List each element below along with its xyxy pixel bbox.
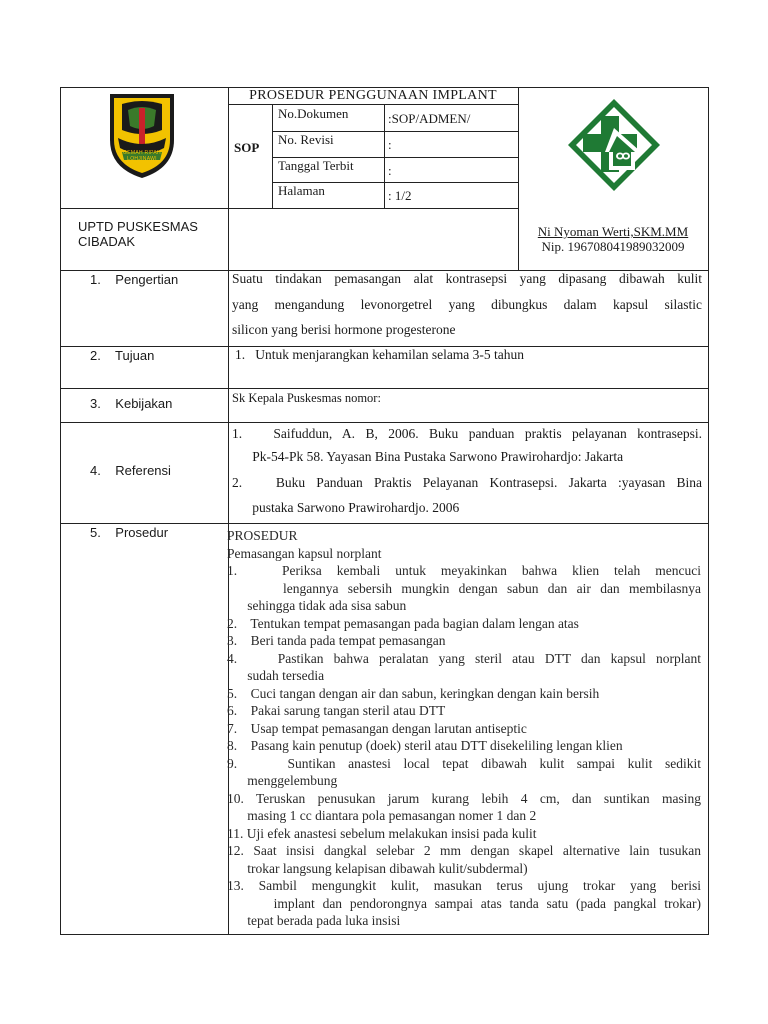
sop-label: SOP [234, 140, 260, 155]
prosedur-step-line: 2. Tentukan tempat pemasangan pada bagian dalam lengan atas [227, 615, 579, 631]
prosedur-step-line: masing 1 cc diantara pola pemasangan nomer 1 dan 2 [227, 808, 537, 823]
referensi-line-2: Pk-54-Pk 58. Yayasan Bina Pustaka Sarwono Prawirohardjo: Jakarta [232, 449, 624, 464]
pengertian-line-1: Suatu tindakan pemasangan alat kontrasepsi yang dipasang dibawah kulit [232, 271, 702, 286]
org-name-line1: UPTD PUSKESMAS [78, 219, 198, 234]
regency-crest-logo [104, 90, 180, 180]
prosedur-body [227, 527, 701, 930]
prosedur-step-line: 8. Pasang kain penutup (doek) steril atau DTT disekeliling lengan klien [227, 738, 623, 753]
prosedur-step-line: 6. Pakai sarung tangan steril atau DTT [227, 703, 446, 718]
revision-value: : [388, 137, 392, 152]
prosedur-step-line: 11. Uji efek anastesi sebelum melakukan insisi pada kulit [227, 825, 537, 841]
prosedur-step-line: 7. Usap tempat pemasangan dengan larutan antiseptic [227, 720, 527, 736]
page-value: : 1/2 [388, 188, 412, 203]
crest-icon [104, 90, 180, 180]
section-label-tujuan: 2. Tujuan [90, 348, 155, 363]
page-label: Halaman [278, 183, 325, 198]
prosedur-step-line: tepat berada pada luka insisi [227, 913, 401, 928]
prosedur-step-line: 1. Periksa kembali untuk meyakinkan bahwa klien telah mencuci [227, 563, 701, 578]
revision-label: No. Revisi [278, 132, 334, 147]
prosedur-step-line: menggelembung [227, 773, 338, 788]
prosedur-step-line: sehingga tidak ada sisa sabun [227, 598, 407, 613]
prosedur-subheading: Pemasangan kapsul norplant [227, 545, 382, 561]
org-name-line2: CIBADAK [78, 234, 136, 249]
issue-date-value: : [388, 163, 392, 178]
prosedur-step-line: lengannya sebersih mungkin dengan sabun dan air dan membilasnya [227, 580, 701, 596]
prosedur-step-line: 3. Beri tanda pada tempat pemasangan [227, 633, 446, 648]
pengertian-line-2: yang mengandung levonorgetrel yang dibungkus dalam kapsul silastic [232, 297, 702, 312]
section-label-pengertian: 1. Pengertian [90, 272, 179, 287]
prosedur-step-line: 4. Pastikan bahwa peralatan yang steril atau DTT dan kapsul norplant [227, 650, 701, 666]
doc-number-label: No.Dokumen [278, 106, 349, 121]
prosedur-step-line: sudah tersedia [227, 668, 325, 683]
prosedur-step-line: 12. Saat insisi dangkal selebar 2 mm dengan skapel alternative lain tusukan [227, 843, 701, 858]
prosedur-step-line: 10. Teruskan penusukan jarum kurang lebih 4 cm, dan suntikan masing [227, 790, 701, 806]
section-label-prosedur: 5. Prosedur [90, 525, 169, 540]
prosedur-heading: PROSEDUR [227, 528, 298, 543]
referensi-line-4: pustaka Sarwono Prawirohardjo. 2006 [232, 500, 460, 515]
tujuan-text: 1. Untuk menjarangkan kehamilan selama 3-5 tahun [235, 347, 525, 362]
prosedur-steps [227, 562, 701, 930]
health-cross-icon [565, 96, 663, 194]
signer-nip: Nip. 196708041989032009 [541, 239, 685, 254]
prosedur-step-line: 5. Cuci tangan dengan air dan sabun, keringkan dengan kain bersih [227, 685, 600, 701]
puskesmas-logo [565, 96, 663, 194]
pengertian-line-3: silicon yang berisi hormone progesterone [232, 322, 456, 337]
prosedur-step-line: 9. Suntikan anastesi local tepat dibawah kulit sampai kulit sedikit [227, 755, 701, 771]
kebijakan-text: Sk Kepala Puskesmas nomor: [232, 391, 381, 405]
prosedur-step-line: implant dan pendorongnya sampai atas tanda satu (pada pangkal trokar) [227, 895, 702, 911]
doc-number-value: :SOP/ADMEN/ [388, 111, 471, 126]
prosedur-step-line: 13. Sambil mengungkit kulit, masukan terus ujung trokar yang berisi [227, 878, 701, 893]
section-label-kebijakan: 3. Kebijakan [90, 396, 173, 411]
section-label-referensi: 4. Referensi [90, 463, 171, 478]
document-title: PROSEDUR PENGGUNAAN IMPLANT [249, 88, 497, 103]
crest-motto: GEMAH RIPAH LOHJINAWI [123, 150, 161, 162]
referensi-line-1: 1. Saifuddun, A. B, 2006. Buku panduan praktis pelayanan kontrasepsi. [232, 426, 702, 441]
prosedur-step-line: trokar langsung kelapisan dibawah kulit/subdermal) [227, 860, 528, 876]
signer-name: Ni Nyoman Werti,SKM.MM [537, 224, 689, 239]
referensi-line-3: 2. Buku Panduan Praktis Pelayanan Kontrasepsi. Jakarta :yayasan Bina [232, 475, 702, 490]
issue-date-label: Tanggal Terbit [278, 158, 354, 173]
